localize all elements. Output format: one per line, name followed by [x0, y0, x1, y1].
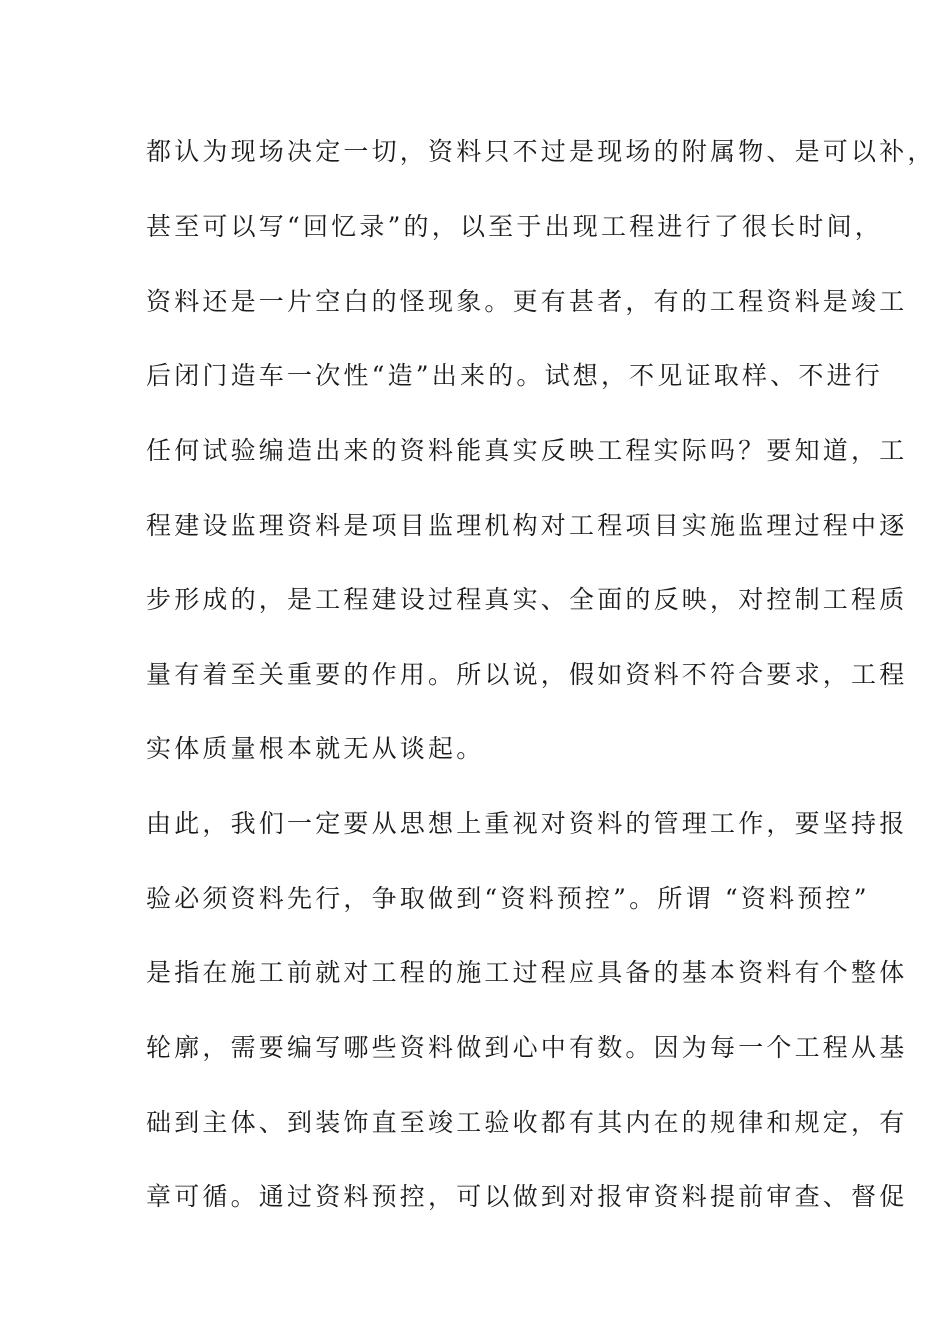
text-line: 任何试验编造出来的资料能真实反映工程实际吗？要知道，工 — [146, 436, 908, 465]
text-line: 步形成的，是工程建设过程真实、全面的反映，对控制工程质 — [146, 585, 908, 614]
text-line: 后闭门造车一次性“造”出来的。试想，不见证取样、不进行 — [146, 361, 883, 390]
text-line: 是指在施工前就对工程的施工过程应具备的基本资料有个整体 — [146, 958, 908, 987]
text-line: 实体质量根本就无从谈起。 — [146, 734, 485, 763]
text-line: 甚至可以写“回忆录”的，以至于出现工程进行了很长时间， — [146, 212, 883, 241]
text-line: 础到主体、到装饰直至竣工验收都有其内在的规律和规定，有 — [146, 1108, 908, 1137]
text-line: 轮廓，需要编写哪些资料做到心中有数。因为每一个工程从基 — [146, 1033, 908, 1062]
text-line: 由此，我们一定要从思想上重视对资料的管理工作，要坚持报 — [146, 809, 908, 838]
text-line: 验必须资料先行，争取做到“资料预控”。所谓 “资料预控” — [146, 884, 870, 913]
text-line: 量有着至关重要的作用。所以说，假如资料不符合要求，工程 — [146, 660, 908, 689]
text-line: 程建设监理资料是项目监理机构对工程项目实施监理过程中逐 — [146, 511, 908, 540]
text-line: 都认为现场决定一切，资料只不过是现场的附属物、是可以补， — [146, 137, 936, 166]
text-line: 资料还是一片空白的怪现象。更有甚者，有的工程资料是竣工 — [146, 287, 908, 316]
text-line: 章可循。通过资料预控，可以做到对报审资料提前审查、督促 — [146, 1182, 908, 1211]
